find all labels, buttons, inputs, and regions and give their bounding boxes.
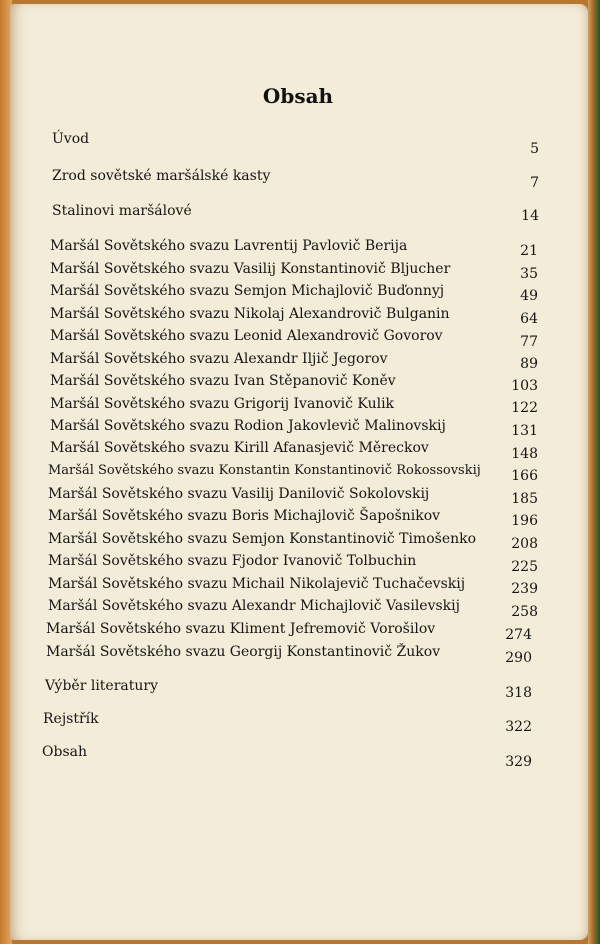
- toc-entry-title: Zrod sovětské maršálské kasty: [52, 168, 271, 184]
- toc-entry-title: Maršál Sovětského svazu Alexandr Iljič Jegorov: [50, 351, 388, 367]
- toc-entry-title: Maršál Sovětského svazu Semjon Michajlovič Buďonnyj: [50, 283, 445, 299]
- toc-entry-title: Maršál Sovětského svazu Semjon Konstantinovič Timošenko: [48, 531, 477, 547]
- toc-entry-title: Maršál Sovětského svazu Georgij Konstantinovič Žukov: [46, 644, 441, 660]
- toc-entry-page-number: 290: [505, 650, 532, 666]
- toc-entry-page-number: 239: [511, 581, 538, 597]
- toc-entry-title: Maršál Sovětského svazu Boris Michajlovič Šapošnikov: [48, 508, 441, 524]
- book-cover-edge: [588, 0, 600, 944]
- toc-entry-page-number: 318: [505, 685, 532, 701]
- toc-entry-title: Maršál Sovětského svazu Nikolaj Alexandrovič Bulganin: [50, 306, 450, 322]
- toc-entry-title: Maršál Sovětského svazu Konstantin Konstantinovič Rokossovskij: [48, 463, 481, 478]
- toc-entry-page-number: 131: [511, 423, 538, 439]
- toc-entry-page-number: 274: [505, 627, 532, 643]
- toc-entry-title: Maršál Sovětského svazu Vasilij Konstantinovič Bljucher: [50, 261, 451, 277]
- toc-entry-title: Výběr literatury: [45, 678, 158, 694]
- toc-entry-page-number: 7: [530, 175, 539, 191]
- toc-entry-title: Rejstřík: [43, 711, 99, 727]
- toc-entry-title: Maršál Sovětského svazu Alexandr Michajlovič Vasilevskij: [48, 598, 460, 614]
- toc-entry-title: Maršál Sovětského svazu Vasilij Danilovič Sokolovskij: [48, 486, 430, 502]
- toc-entry-title: Maršál Sovětského svazu Rodion Jakovlevič Malinovskij: [50, 418, 446, 434]
- toc-entry-page-number: 49: [520, 288, 538, 304]
- toc-entry-page-number: 185: [511, 491, 538, 507]
- toc-entry-page-number: 35: [520, 266, 538, 282]
- toc-entry-title: Maršál Sovětského svazu Lavrentij Pavlovič Berija: [50, 238, 408, 254]
- toc-entry-title: Maršál Sovětského svazu Fjodor Ivanovič Tolbuchin: [48, 553, 417, 569]
- toc-entry-page-number: 225: [511, 559, 538, 575]
- toc-entry-page-number: 122: [511, 400, 538, 416]
- toc-entry-page-number: 196: [511, 513, 538, 529]
- toc-entry-page-number: 5: [530, 141, 539, 157]
- toc-entry-title: Stalinovi maršálové: [52, 203, 192, 219]
- toc-entry-page-number: 14: [521, 208, 539, 224]
- page-title: Obsah: [262, 84, 334, 108]
- toc-entry-page-number: 64: [520, 311, 538, 327]
- toc-entry-page-number: 322: [505, 719, 532, 735]
- toc-entry-title: Maršál Sovětského svazu Michail Nikolajevič Tuchačevskij: [48, 576, 466, 592]
- toc-entry-page-number: 148: [511, 446, 538, 462]
- toc-entry-title: Maršál Sovětského svazu Kirill Afanasjevič Měreckov: [50, 440, 429, 456]
- toc-entry-title: Maršál Sovětského svazu Grigorij Ivanovič Kulik: [50, 396, 395, 412]
- toc-entry-title: Maršál Sovětského svazu Ivan Stěpanovič Koněv: [50, 373, 396, 389]
- toc-entry-page-number: 258: [511, 604, 538, 620]
- toc-entry-page-number: 89: [520, 356, 538, 372]
- toc-entry-title: Maršál Sovětského svazu Kliment Jefremovič Vorošilov: [46, 621, 436, 637]
- toc-entry-title: Úvod: [52, 131, 90, 147]
- toc-entry-page-number: 208: [511, 536, 538, 552]
- toc-entry-title: Obsah: [42, 744, 87, 760]
- toc-entry-title: Maršál Sovětského svazu Leonid Alexandrovič Govorov: [50, 328, 443, 344]
- toc-entry-page-number: 166: [511, 468, 538, 484]
- toc-entry-page-number: 329: [505, 754, 532, 770]
- toc-entry-page-number: 21: [520, 243, 538, 259]
- toc-entry-page-number: 77: [520, 334, 538, 350]
- toc-entry-page-number: 103: [511, 378, 538, 394]
